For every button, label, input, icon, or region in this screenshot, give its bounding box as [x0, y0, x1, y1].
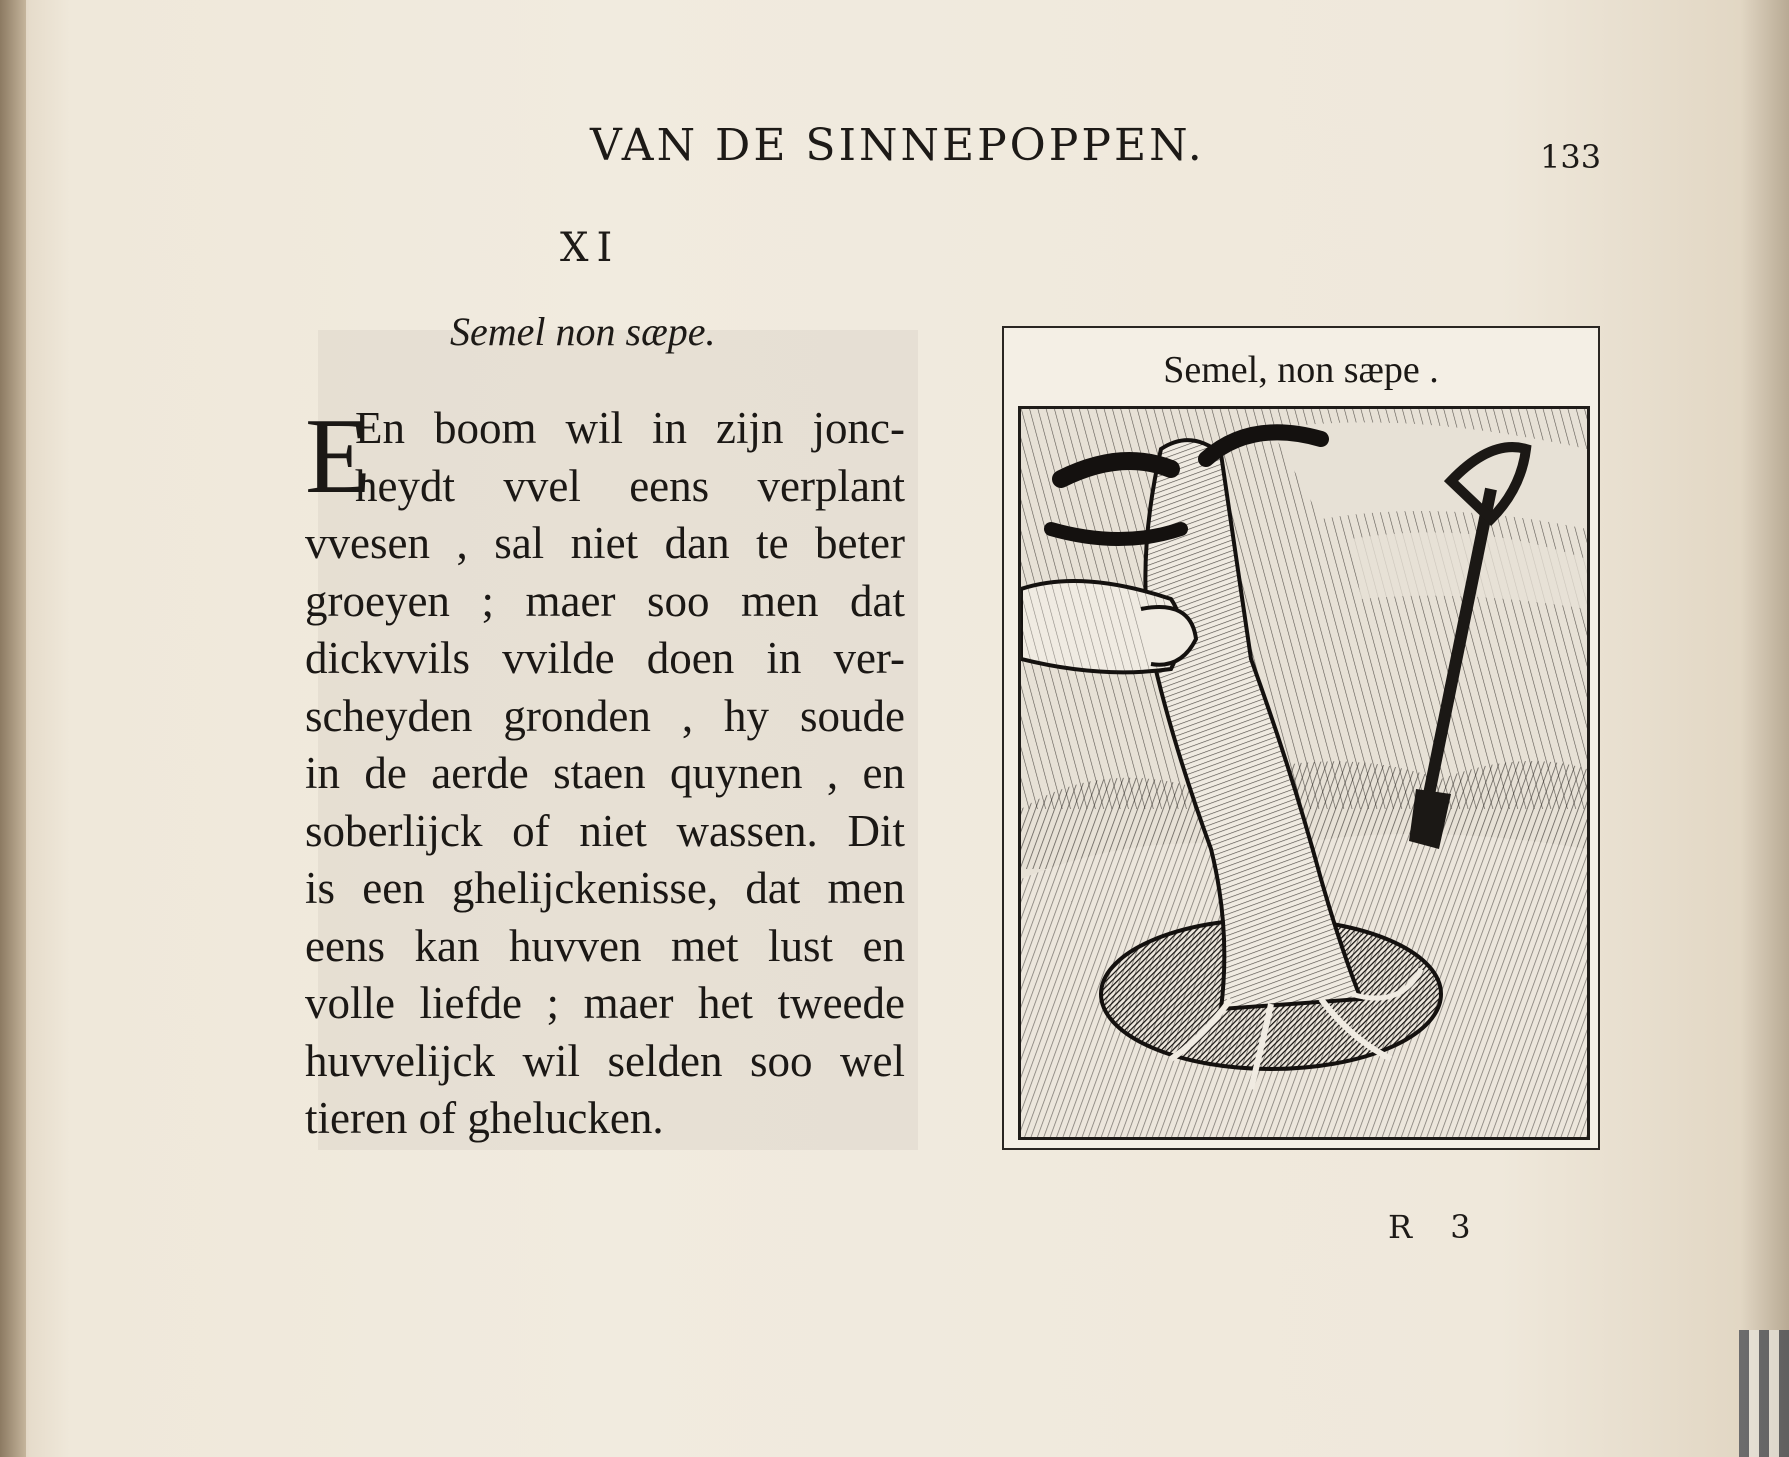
engraving-illustration: [1018, 406, 1590, 1140]
text-line: soberlijck of niet wassen. Dit: [305, 805, 905, 856]
scale-ruler: [1739, 1330, 1789, 1457]
emblem-number: XI: [560, 225, 621, 271]
text-line: eens kan huvven met lust en: [305, 920, 905, 971]
motto: Semel non sæpe.: [450, 309, 716, 354]
text-line: huvvelijck wil selden soo wel: [305, 1035, 905, 1086]
text-line: volle liefde ; maer het tweede: [305, 978, 905, 1028]
running-head: VAN DE SINNEPOPPEN.: [590, 120, 1205, 171]
text-line: tieren of ghelucken.: [305, 1093, 664, 1143]
text-line: scheyden gronden , hy soude: [305, 690, 905, 741]
text-line: En boom wil in zijn jonc-: [355, 403, 905, 453]
uprooted-tree-icon: [1021, 409, 1587, 1137]
emblem-plate: [1002, 326, 1600, 1150]
emblem-text: [305, 397, 905, 1148]
text-line: heydt vvel eens verplant: [355, 460, 905, 511]
plate-caption: Semel, non sæpe .: [1163, 349, 1439, 391]
text-line: groeyen ; maer soo men dat: [305, 575, 905, 626]
drop-cap: E: [305, 397, 371, 516]
binding-edge: [0, 0, 26, 1457]
text-line: is een ghelijckenisse, dat men: [305, 863, 905, 913]
page-number: 133: [1540, 138, 1602, 176]
text-line: in de aerde staen quynen , en: [305, 748, 905, 798]
text-line: dickvvils vvilde doen in ver-: [305, 633, 905, 683]
text-line: vvesen , sal niet dan te beter: [305, 518, 905, 568]
signature-mark: R 3: [1388, 1208, 1485, 1246]
